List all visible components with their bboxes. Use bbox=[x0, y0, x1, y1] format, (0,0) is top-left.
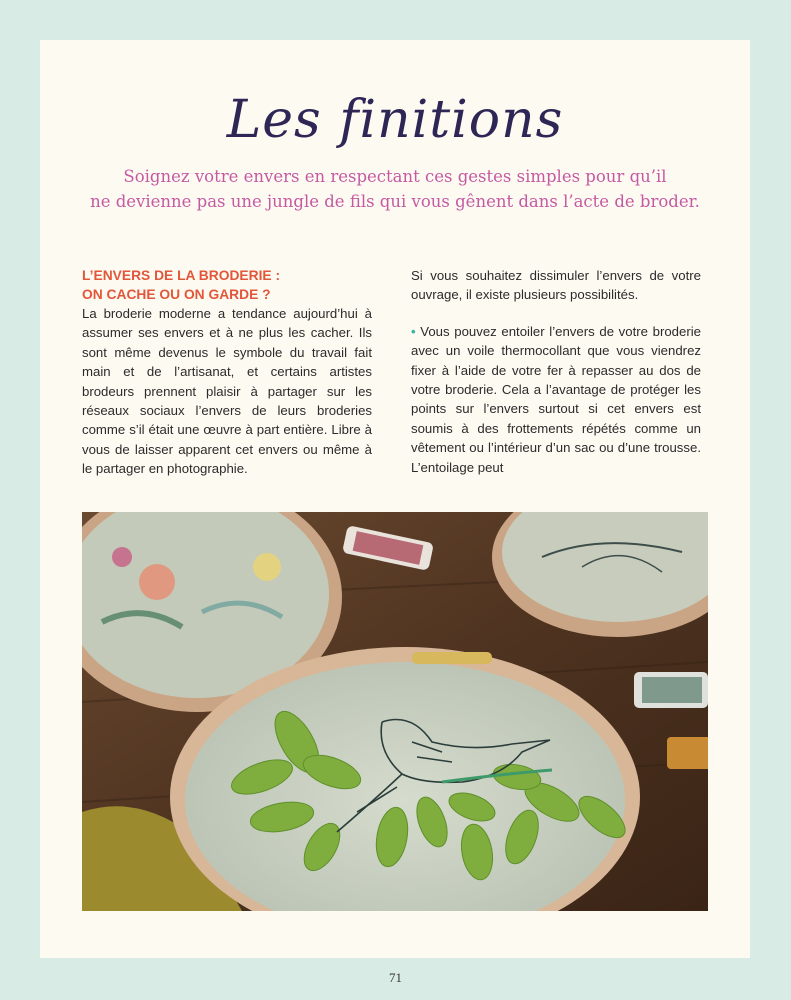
page-subtitle bbox=[80, 164, 710, 214]
right-paragraph-2-text: Vous pouvez entoiler l’envers de votre broderie avec un voile thermocollant que vous viendrez fixer à l’aide de votre fer à repasser au dos de votre broderie. Cela a l’avantage de protéger les points sur l’envers surtout si cet envers est soumis à des frottements répétés comme un vêtement ou l’intérieur d’un sac ou d’une trousse. L’entoilage peut bbox=[411, 323, 701, 475]
left-column bbox=[82, 266, 372, 479]
section-heading-line-2: ON CACHE OU ON GARDE ? bbox=[82, 287, 271, 302]
right-paragraph-2 bbox=[411, 322, 701, 477]
left-body-paragraph: La broderie moderne a tendance aujourd’hui à assumer ses envers et à ne plus les cacher. Ils sont même devenus le symbole du travail fait main et de l’artisanat, et certains artistes brodeurs prennent plaisir à partager sur les réseaux sociaux l’envers de leurs broderies comme s’il était une œuvre à part entière. Libre à vous de laisser apparent cet envers ou même à le partager en photographie. bbox=[82, 306, 372, 477]
subtitle-line-2: ne devienne pas une jungle de fils qui vous gênent dans l’acte de broder. bbox=[90, 192, 700, 211]
page-sheet bbox=[40, 40, 750, 958]
section-heading bbox=[82, 266, 372, 304]
right-column bbox=[411, 266, 701, 477]
section-heading-line-1: L’ENVERS DE LA BRODERIE : bbox=[82, 268, 281, 283]
subtitle-line-1: Soignez votre envers en respectant ces gestes simples pour qu’il bbox=[123, 167, 667, 186]
embroidery-photo bbox=[82, 512, 708, 911]
right-paragraph-1: Si vous souhaitez dissimuler l’envers de votre ouvrage, il existe plusieurs possibilités. bbox=[411, 268, 701, 303]
page-title: Les finitions bbox=[226, 90, 564, 150]
bullet-marker: • bbox=[411, 323, 416, 339]
page-number: 71 bbox=[389, 970, 402, 985]
embroidery-photo-illustration bbox=[82, 512, 708, 911]
